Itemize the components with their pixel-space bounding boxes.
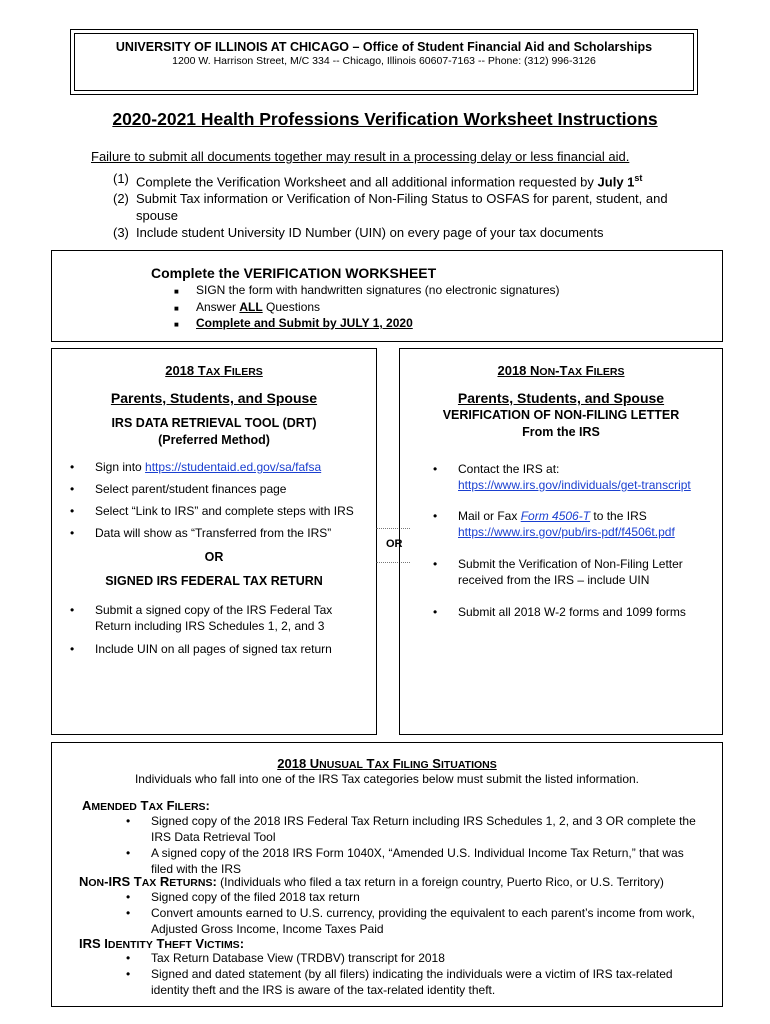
amended-item-text: A signed copy of the 2018 IRS Form 1040X, “Amended U.S. Individual Income Tax Return,” that was filed with the IRS xyxy=(151,846,684,876)
heading-part: ILING xyxy=(400,759,429,771)
drt-subtitle: (Preferred Method) xyxy=(158,433,270,447)
worksheet-item-post: Questions xyxy=(262,299,321,314)
tax-filers-heading xyxy=(51,363,377,378)
heading-part: AX xyxy=(374,759,390,771)
square-bullet-icon: ■ xyxy=(174,303,179,313)
heading-part: 2018 U xyxy=(277,756,320,771)
bullet-icon: • xyxy=(126,967,131,981)
step-item xyxy=(113,190,706,224)
non-filing-item-text: Submit all 2018 W-2 forms and 1099 forms xyxy=(458,605,686,619)
heading-part: AX xyxy=(148,801,164,813)
step-number: (1) xyxy=(113,171,129,186)
heading-part: A xyxy=(82,798,92,813)
non-irs-returns-note: (Individuals who filed a tax return in a foreign country, Puerto Rico, or U.S. Territory) xyxy=(216,875,664,889)
steps-list xyxy=(113,170,706,241)
step-number: (3) xyxy=(113,225,129,241)
heading-part: -T xyxy=(555,363,568,378)
heading-part: F xyxy=(582,363,594,378)
drt-item-text xyxy=(95,459,321,475)
signed-return-item xyxy=(70,641,370,657)
identity-theft-item xyxy=(126,966,711,998)
heading-part: HEFT xyxy=(164,939,192,951)
bullet-icon: • xyxy=(126,951,131,965)
heading-part: T xyxy=(136,798,149,813)
identity-theft-item-text: Signed and dated statement (by all filers) indicating the individuals were a victim of IRS tax-related identity theft and the IRS is aware of the tax-related identity theft. xyxy=(151,967,673,997)
non-irs-returns-list xyxy=(126,889,711,937)
non-tax-filers-subheading: Parents, Students, and Spouse xyxy=(457,390,665,406)
step-item xyxy=(113,170,706,190)
amended-item xyxy=(126,845,711,877)
heading-part: V xyxy=(191,936,205,951)
non-irs-item-text: Signed copy of the filed 2018 tax return xyxy=(151,890,360,904)
header-box xyxy=(74,33,694,91)
non-filing-item-text xyxy=(458,461,691,493)
non-irs-item xyxy=(126,889,711,905)
drt-item xyxy=(70,503,370,519)
heading-part: ILERS xyxy=(174,801,206,813)
heading-part: F xyxy=(220,363,232,378)
or-divider-left: OR xyxy=(204,550,224,564)
heading-part: ILERS xyxy=(593,366,625,378)
drt-item xyxy=(70,459,370,475)
heading-part: N xyxy=(79,874,89,889)
non-filing-item-text xyxy=(458,508,675,540)
fafsa-link[interactable]: https://studentaid.ed.gov/sa/fafsa xyxy=(145,460,322,474)
heading-part: DENTITY xyxy=(107,939,153,951)
non-filing-item-text: Submit the Verification of Non-Filing Letter received from the IRS – include UIN xyxy=(458,557,683,587)
non-irs-item xyxy=(126,905,711,937)
heading-part: AX xyxy=(141,877,157,889)
worksheet-list xyxy=(174,283,560,333)
worksheet-item xyxy=(174,316,560,333)
contact-irs-text: Contact the IRS at: xyxy=(458,462,560,476)
bullet-icon: • xyxy=(70,460,75,474)
heading-part: : xyxy=(239,936,245,951)
heading-part: ON xyxy=(88,877,105,889)
mail-fax-suffix: to the IRS xyxy=(590,509,647,523)
step-number: (2) xyxy=(113,191,129,207)
worksheet-item xyxy=(174,283,560,300)
non-filing-item xyxy=(433,508,718,540)
amended-item xyxy=(126,813,711,845)
or-divider-middle: OR xyxy=(386,538,403,550)
tax-filers-content xyxy=(51,363,377,449)
bullet-icon: • xyxy=(433,605,438,619)
office-address: 1200 W. Harrison Street, M/C 334 -- Chicago, Illinois 60607-7163 -- Phone: (312) 996-3126 xyxy=(172,55,596,67)
non-filing-list xyxy=(433,461,718,620)
heading-part: AX xyxy=(567,366,583,378)
non-filing-letter-title: VERIFICATION OF NON-FILING LETTER xyxy=(442,408,680,422)
heading-part: ITUATIONS xyxy=(440,759,497,771)
heading-part: F xyxy=(389,756,401,771)
heading-part: ETURNS xyxy=(169,877,213,889)
non-irs-item-text: Convert amounts earned to U.S. currency, providing the equivalent to each parent’s income from work, Adjusted Gross Income, Income Taxes Paid xyxy=(151,906,695,936)
worksheet-deadline: Complete and Submit by JULY 1, 2020 xyxy=(196,316,413,330)
step-text xyxy=(136,170,706,190)
signed-return-title: SIGNED IRS FEDERAL TAX RETURN xyxy=(105,574,323,588)
heading-part: -IRS T xyxy=(104,874,142,889)
heading-part: ICTIMS xyxy=(204,939,240,951)
non-irs-returns-label xyxy=(79,875,217,889)
drt-list xyxy=(70,459,370,541)
heading-part: S xyxy=(428,756,441,771)
signed-return-list xyxy=(70,602,370,657)
drt-title: IRS DATA RETRIEVAL TOOL (DRT) xyxy=(111,416,317,430)
bullet-icon: • xyxy=(433,509,438,523)
worksheet-item-pre: Answer xyxy=(196,299,240,314)
amended-item-text: Signed copy of the 2018 IRS Federal Tax Return including IRS Schedules 1, 2, and 3 OR complete the IRS Data Retrieval Tool xyxy=(151,814,696,844)
heading-part: : xyxy=(212,874,217,889)
bullet-icon: • xyxy=(70,526,75,540)
signed-return-item xyxy=(70,602,370,634)
heading-part: ON xyxy=(539,366,556,378)
bullet-icon: • xyxy=(126,890,131,904)
bullet-icon: • xyxy=(70,482,75,496)
heading-part: T xyxy=(362,756,375,771)
step-item xyxy=(113,224,706,241)
non-filing-letter-subtitle: From the IRS xyxy=(522,425,600,439)
signed-return-text: Submit a signed copy of the IRS Federal Tax Return including IRS Schedules 1, 2, and 3 xyxy=(95,603,333,633)
drt-item xyxy=(70,525,370,541)
page-title: 2020-2021 Health Professions Verification Worksheet Instructions xyxy=(112,109,658,129)
bullet-icon: • xyxy=(126,906,131,920)
drt-item-text: Data will show as “Transferred from the IRS” xyxy=(95,526,332,540)
bullet-icon: • xyxy=(433,462,438,476)
non-filing-item xyxy=(433,604,718,620)
drt-item-text: Select “Link to IRS” and complete steps with IRS xyxy=(95,504,354,518)
heading-part: 2018 T xyxy=(165,363,206,378)
unusual-situations-heading xyxy=(51,756,723,771)
drt-item-text: Select parent/student finances page xyxy=(95,482,287,496)
signed-return-section xyxy=(51,549,377,590)
drt-item xyxy=(70,481,370,497)
identity-theft-item-text: Tax Return Database View (TRDBV) transcript for 2018 xyxy=(151,951,445,965)
form-4506t-link[interactable]: Form 4506-T xyxy=(520,509,591,523)
bullet-icon: • xyxy=(70,603,75,617)
tax-filers-subheading: Parents, Students, and Spouse xyxy=(110,390,318,406)
worksheet-item-emphasis: ALL xyxy=(239,299,263,314)
non-tax-filers-content xyxy=(399,363,723,441)
warning-text: Failure to submit all documents together may result in a processing delay or less financial aid. xyxy=(91,149,630,164)
bullet-icon: • xyxy=(70,504,75,518)
bullet-icon: • xyxy=(126,814,131,828)
heading-part: 2018 N xyxy=(497,363,540,378)
heading-part: IRS I xyxy=(79,936,108,951)
identity-theft-item xyxy=(126,950,711,966)
deadline-suffix: st xyxy=(634,173,643,183)
square-bullet-icon: ■ xyxy=(174,320,179,329)
get-transcript-link[interactable]: https://www.irs.gov/individuals/get-transcript xyxy=(458,478,691,492)
heading-part: ILERS xyxy=(231,366,263,378)
identity-theft-list xyxy=(126,950,711,998)
deadline-date: July 1 xyxy=(597,174,635,190)
heading-part: R xyxy=(156,874,170,889)
amended-filers-list xyxy=(126,813,711,877)
bullet-icon: • xyxy=(126,846,131,860)
drt-item-label: Sign into xyxy=(95,460,146,474)
step-text: Include student University ID Number (UIN) on every page of your tax documents xyxy=(136,225,604,241)
unusual-situations-header xyxy=(51,756,723,786)
square-bullet-icon: ■ xyxy=(174,287,179,296)
step-text: Submit Tax information or Verification of Non-Filing Status to OSFAS for parent, student, and spouse xyxy=(136,191,668,224)
heading-part: : xyxy=(205,798,210,813)
university-office-title: UNIVERSITY OF ILLINOIS AT CHICAGO – Office of Student Financial Aid and Scholarships xyxy=(115,40,653,54)
unusual-intro: Individuals who fall into one of the IRS Tax categories below must submit the listed information. xyxy=(134,772,640,786)
heading-part: T xyxy=(152,936,165,951)
f4506t-pdf-link[interactable]: https://www.irs.gov/pub/irs-pdf/f4506t.pdf xyxy=(458,525,675,539)
bullet-icon: • xyxy=(433,557,438,571)
heading-part: F xyxy=(163,798,175,813)
mail-fax-text: Mail or Fax xyxy=(458,509,521,523)
bullet-icon: • xyxy=(70,642,75,656)
heading-part: NUSUAL xyxy=(319,759,363,771)
heading-part: MENDED xyxy=(91,801,137,813)
non-tax-filers-heading xyxy=(399,363,723,378)
non-filing-item xyxy=(433,556,718,588)
step-text-body: Complete the Verification Worksheet and all additional information requested by xyxy=(136,174,598,190)
worksheet-title: Complete the VERIFICATION WORKSHEET xyxy=(151,265,437,281)
worksheet-item xyxy=(174,300,560,317)
signed-return-text: Include UIN on all pages of signed tax return xyxy=(95,642,332,656)
worksheet-item-text: SIGN the form with handwritten signatures (no electronic signatures) xyxy=(196,283,560,297)
non-filing-item xyxy=(433,461,718,493)
worksheet-item-text xyxy=(196,300,320,316)
heading-part: AX xyxy=(205,366,221,378)
non-irs-returns-heading xyxy=(79,874,664,889)
